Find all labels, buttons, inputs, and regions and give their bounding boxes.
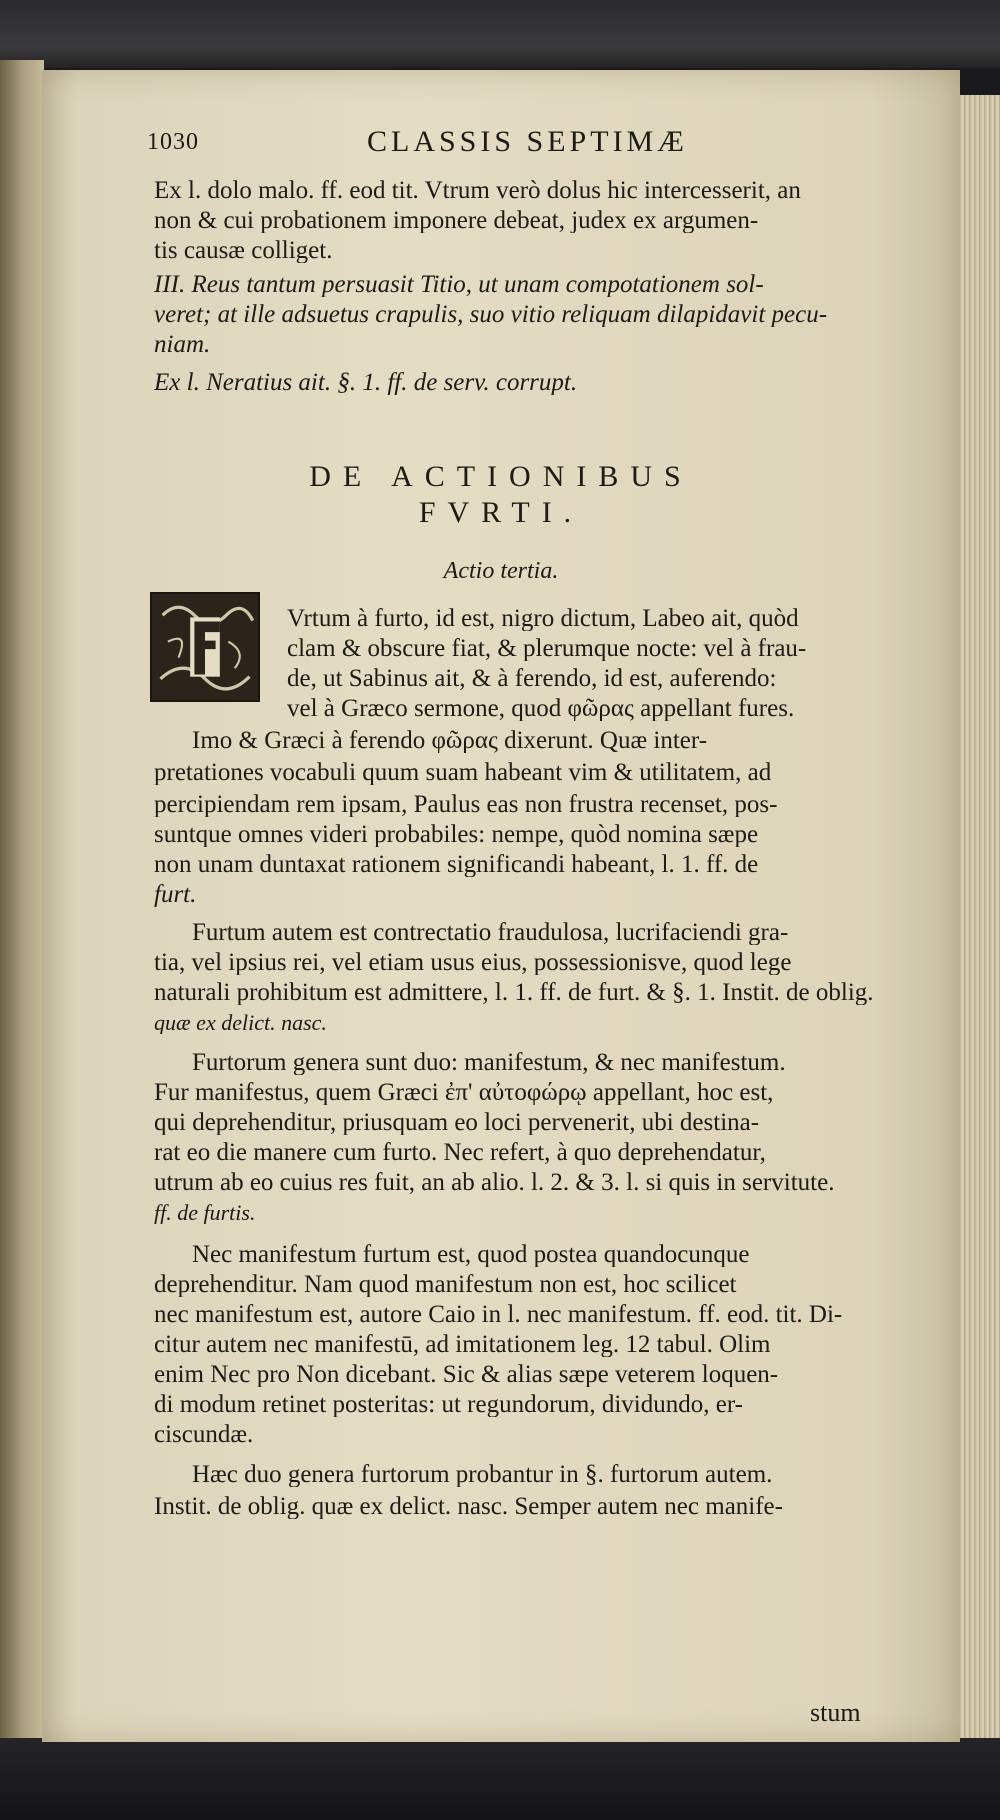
- text-line: veret; at ille adsuetus crapulis, suo vitio reliquam dilapidavit pecu-: [154, 302, 828, 327]
- text-line: utrum ab eo cuius res fuit, an ab alio. l. 2. & 3. l. si quis in servitute.: [154, 1170, 835, 1195]
- text-line: niam.: [154, 332, 211, 357]
- text-line: tia, vel ipsius rei, vel etiam usus eius, possessionisve, quod lege: [154, 950, 792, 975]
- text-line: vel à Græco sermone, quod φῶρας appellant fures.: [287, 696, 795, 721]
- text-line: quæ ex delict. nasc.: [154, 1012, 327, 1034]
- text-line: furt.: [154, 882, 197, 907]
- text-line: non & cui probationem imponere debeat, judex ex argumen-: [154, 208, 759, 233]
- text-line: naturali prohibitum est admittere, l. 1. ff. de furt. & §. 1. Instit. de oblig.: [154, 980, 874, 1005]
- text-line: tis causæ colliget.: [154, 238, 333, 263]
- text-line: Furtorum genera sunt duo: manifestum, & nec manifestum.: [192, 1050, 786, 1075]
- text-line: percipiendam rem ipsam, Paulus eas non frustra recenset, pos-: [154, 792, 778, 817]
- book-page: [42, 70, 960, 1742]
- text-line: ff. de furtis.: [154, 1202, 256, 1224]
- text-line: pretationes vocabuli quum suam habeant vim & utilitatem, ad: [154, 760, 772, 785]
- text-line: deprehenditur. Nam quod manifestum non est, hoc scilicet: [154, 1272, 737, 1297]
- section-title-line2: FVRTI.: [418, 496, 584, 529]
- page-number: 1030: [147, 129, 199, 155]
- text-line: Fur manifestus, quem Græci ἐπ' αὐτοφώρῳ appellant, hoc est,: [154, 1080, 774, 1105]
- text-line: qui deprehenditur, priusquam eo loci pervenerit, ubi destina-: [154, 1110, 760, 1135]
- text-line: enim Nec pro Non dicebant. Sic & alias sæpe veterem loquen-: [154, 1362, 779, 1387]
- text-line: III. Reus tantum persuasit Titio, ut unam compotationem sol-: [154, 272, 764, 297]
- text-line: Ex l. Neratius ait. §. 1. ff. de serv. corrupt.: [154, 370, 578, 395]
- text-line: Instit. de oblig. quæ ex delict. nasc. Semper autem nec manife-: [154, 1494, 783, 1519]
- binding-edge: [0, 60, 44, 1750]
- decorated-initial-icon: [150, 592, 260, 702]
- text-line: Nec manifestum furtum est, quod postea quandocunque: [192, 1242, 750, 1267]
- running-head: CLASSIS SEPTIMÆ: [367, 125, 688, 158]
- text-line: citur autem nec manifestū, ad imitationem leg. 12 tabul. Olim: [154, 1332, 771, 1357]
- text-line: ciscundæ.: [154, 1422, 254, 1447]
- page-stack-edge: [955, 95, 1000, 1745]
- scanner-bottom-shadow: [0, 1738, 1000, 1820]
- text-line: Imo & Græci à ferendo φῶρας dixerunt. Quæ inter-: [192, 728, 708, 753]
- text-line: clam & obscure fiat, & plerumque nocte: vel à frau-: [287, 636, 807, 661]
- text-line: di modum retinet posteritas: ut regundorum, dividundo, er-: [154, 1392, 743, 1417]
- scanner-top-shadow: [0, 0, 1000, 68]
- text-line: nec manifestum est, autore Caio in l. nec manifestum. ff. eod. tit. Di-: [154, 1302, 843, 1327]
- text-line: de, ut Sabinus ait, & à ferendo, id est, auferendo:: [287, 666, 777, 691]
- section-title: DE ACTIONIBUS: [309, 460, 693, 493]
- text-line: Vrtum à furto, id est, nigro dictum, Labeo ait, quòd: [287, 606, 799, 631]
- text-line: Hæc duo genera furtorum probantur in §. furtorum autem.: [192, 1462, 773, 1487]
- page-header: [147, 125, 907, 165]
- text-line: Ex l. dolo malo. ff. eod tit. Vtrum verò dolus hic intercesserit, an: [154, 178, 801, 203]
- text-line: suntque omnes videri probabiles: nempe, quòd nomina sæpe: [154, 822, 759, 847]
- text-line: rat eo die manere cum furto. Nec refert, à quo deprehendatur,: [154, 1140, 766, 1165]
- text-line: non unam duntaxat rationem significandi habeant, l. 1. ff. de: [154, 852, 759, 877]
- catchword: stum: [810, 1698, 861, 1727]
- section-subtitle: Actio tertia.: [443, 558, 559, 584]
- text-line: Furtum autem est contrectatio fraudulosa, lucrifaciendi gra-: [192, 920, 789, 945]
